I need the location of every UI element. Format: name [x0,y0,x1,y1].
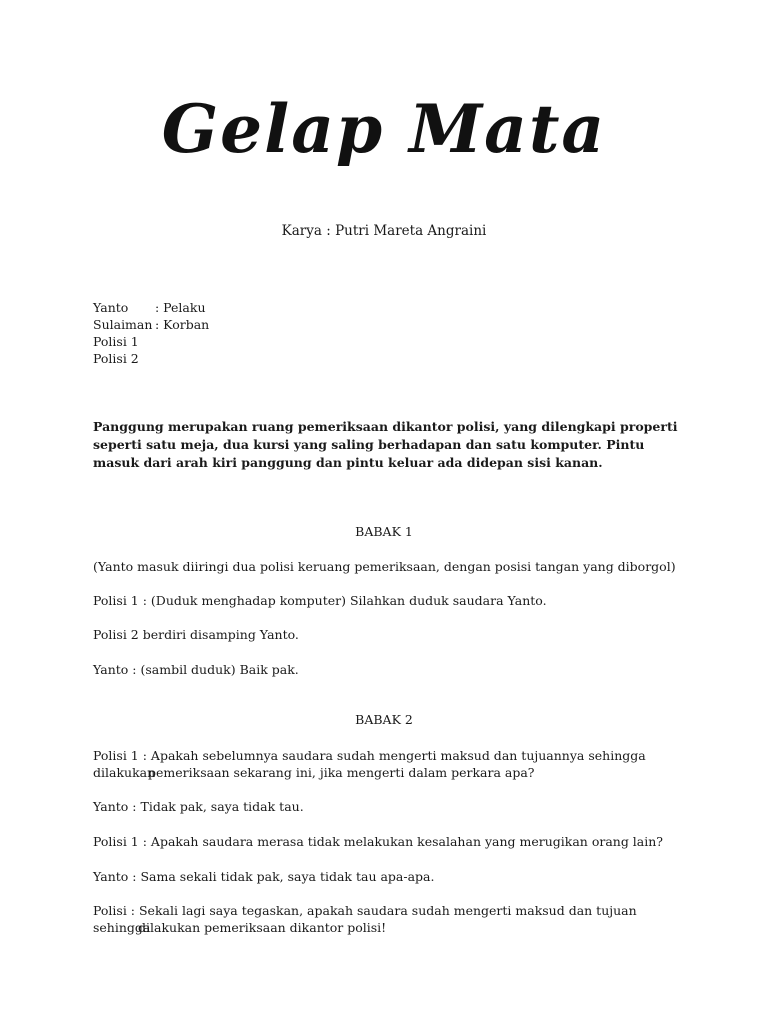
cast-role: : Korban [155,317,210,332]
script-line: Polisi 1 : (Duduk menghadap komputer) Silahkan duduk saudara Yanto. [93,593,547,608]
cast-name: Yanto [93,300,129,315]
cast-row [93,333,209,350]
script-line: Polisi : Sekali lagi saya tegaskan, apakah saudara sudah mengerti maksud dan tujuan sehingga [93,903,637,935]
babak-1-heading: BABAK 1 [355,524,413,539]
cast-row [93,316,209,333]
author-line: Karya : Putri Mareta Angraini [281,223,487,239]
document-title: Gelap Mata [161,90,607,168]
cast-row [93,299,209,316]
script-line: (Yanto masuk diiringi dua polisi keruang pemeriksaan, dengan posisi tangan yang diborgol) [93,559,676,574]
script-line: Yanto : Tidak pak, saya tidak tau. [93,799,304,814]
cast-name: Polisi 2 [93,351,139,366]
script-line: Polisi 2 berdiri disamping Yanto. [93,627,299,642]
cast-row [93,350,209,367]
script-line-continuation: pemeriksaan sekarang ini, jika mengerti dalam perkara apa? [148,765,535,780]
cast-name: Sulaiman [93,317,153,332]
script-line-continuation: dilakukan pemeriksaan dikantor polisi! [138,920,387,935]
babak-2-heading: BABAK 2 [355,712,413,727]
script-line: Yanto : Sama sekali tidak pak, saya tidak tau apa-apa. [93,869,435,884]
cast-list [93,299,209,367]
cast-role: : Pelaku [155,300,206,315]
script-line: Polisi 1 : Apakah saudara merasa tidak melakukan kesalahan yang merugikan orang lain? [93,834,664,849]
script-line: Polisi 1 : Apakah sebelumnya saudara sudah mengerti maksud dan tujuannya sehingga dilakukan [93,748,646,780]
stage-direction: Panggung merupakan ruang pemeriksaan dikantor polisi, yang dilengkapi properti seperti satu meja, dua kursi yang saling berhadapan dan satu komputer. Pintu masuk dari arah kiri panggung dan pintu keluar ada didepan sisi kanan. [93,419,678,470]
script-line: Yanto : (sambil duduk) Baik pak. [93,662,299,677]
cast-name: Polisi 1 [93,334,139,349]
